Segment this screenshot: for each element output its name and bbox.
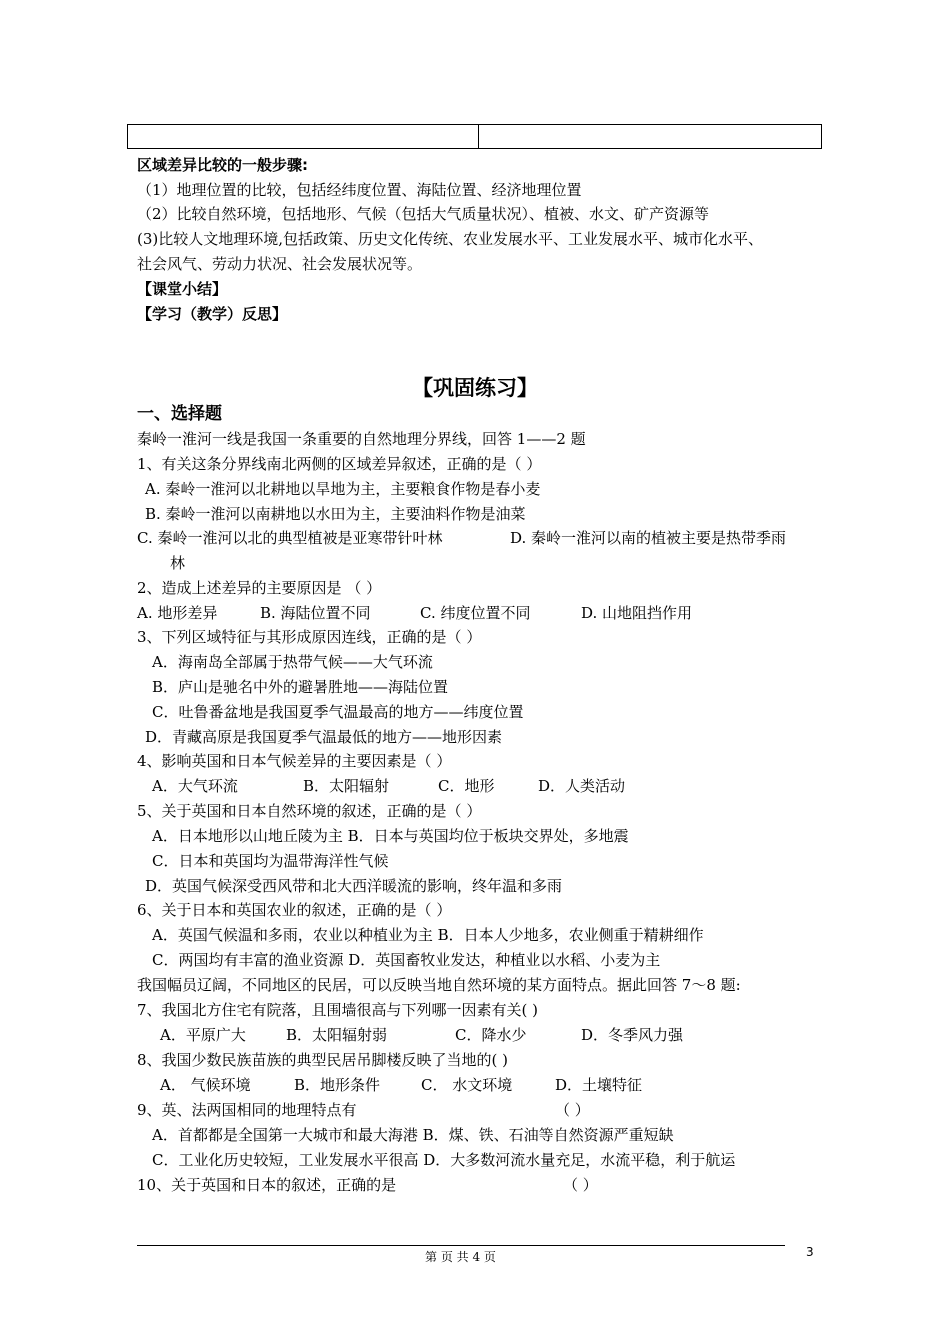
section-heading: 一、选择题: [137, 404, 222, 424]
practice-title: 【巩固练习】: [412, 375, 538, 400]
q1-option-d: D. 秦岭一淮河以南的植被主要是热带季雨: [510, 529, 787, 547]
q3-option-b: B．庐山是驰名中外的避暑胜地——海陆位置: [152, 678, 449, 696]
table-remnant: [127, 124, 822, 149]
q3-option-d: D．青藏高原是我国夏季气温最低的地方——地形因素: [145, 728, 503, 746]
q8-option-a: A． 气候环境: [160, 1076, 251, 1094]
question-2: 2、造成上述差异的主要原因是 （ ）: [137, 579, 382, 597]
reflection-heading: 【学习（教学）反思】: [137, 305, 288, 323]
q2-option-d: D. 山地阻挡作用: [581, 604, 693, 622]
step-2: （2）比较自然环境，包括地形、气候（包括大气质量状况）、植被、水文、矿产资源等: [137, 205, 710, 223]
q4-option-c: C．地形: [438, 777, 495, 795]
q9-options-ab: A．首都都是全国第一大城市和最大海港 B．煤、铁、石油等自然资源严重短缺: [152, 1126, 674, 1144]
question-1: 1、有关这条分界线南北两侧的区域差异叙述，正确的是（ ）: [137, 455, 542, 473]
q9-answer-blank: （ ）: [555, 1101, 590, 1119]
q3-option-c: C．吐鲁番盆地是我国夏季气温最高的地方——纬度位置: [152, 703, 524, 721]
q7-option-a: A．平原广大: [160, 1026, 246, 1044]
q4-option-d: D．人类活动: [538, 777, 626, 795]
q2-option-b: B. 海陆位置不同: [260, 604, 371, 622]
q4-option-b: B．太阳辐射: [303, 777, 390, 795]
steps-heading: 区域差异比较的一般步骤:: [137, 156, 308, 174]
q5-option-d: D．英国气候深受西风带和北大西洋暖流的影响，终年温和多雨: [145, 877, 563, 895]
q1-option-b: B. 秦岭一淮河以南耕地以水田为主，主要油料作物是油菜: [145, 505, 526, 523]
q8-option-b: B．地形条件: [294, 1076, 381, 1094]
question-3: 3、下列区域特征与其形成原因连线，正确的是（ ）: [137, 628, 482, 646]
question-4: 4、影响英国和日本气候差异的主要因素是（ ）: [137, 752, 452, 770]
question-5: 5、关于英国和日本自然环境的叙述，正确的是（ ）: [137, 802, 482, 820]
q7-option-c: C．降水少: [455, 1026, 527, 1044]
class-summary-heading: 【课堂小结】: [137, 280, 228, 298]
q9-options-cd: C．工业化历史较短，工业发展水平很高 D．大多数河流水量充足，水流平稳，利于航运: [152, 1151, 736, 1169]
footer-rule: [137, 1245, 785, 1246]
q1-option-d-wrap: 林: [170, 554, 186, 572]
q6-options-ab: A．英国气候温和多雨，农业以种植业为主 B．日本人少地多，农业侧重于精耕细作: [152, 926, 704, 944]
q7-option-b: B．太阳辐射弱: [286, 1026, 388, 1044]
q2-option-c: C. 纬度位置不同: [420, 604, 531, 622]
table-divider: [478, 125, 479, 148]
q7-option-d: D．冬季风力强: [581, 1026, 684, 1044]
step-1: （1）地理位置的比较，包括经纬度位置、海陆位置、经济地理位置: [137, 181, 582, 199]
step-3-line2: 社会风气、劳动力状况、社会发展状况等。: [137, 255, 423, 273]
question-10: 10、关于英国和日本的叙述，正确的是: [137, 1176, 397, 1194]
step-3-line1: (3)比较人文地理环境,包括政策、历史文化传统、农业发展水平、工业发展水平、城市化水平、: [137, 230, 764, 248]
q2-option-a: A. 地形差异: [137, 604, 218, 622]
q3-option-a: A．海南岛全部属于热带气候——大气环流: [152, 653, 433, 671]
question-9: 9、英、法两国相同的地理特点有: [137, 1101, 357, 1119]
q1-option-c: C. 秦岭一淮河以北的典型植被是亚寒带针叶林: [137, 529, 443, 547]
q8-option-c: C． 水文环境: [421, 1076, 513, 1094]
question-8: 8、我国少数民族苗族的典型民居吊脚楼反映了当地的( ): [137, 1051, 509, 1069]
intro-7-8: 我国幅员辽阔，不同地区的民居，可以反映当地自然环境的某方面特点。据此回答 7～8 题:: [137, 976, 741, 994]
page-number: 3: [806, 1245, 814, 1259]
question-6: 6、关于日本和英国农业的叙述，正确的是（ ）: [137, 901, 452, 919]
q10-answer-blank: （ ）: [563, 1176, 598, 1194]
q5-option-c: C．日本和英国均为温带海洋性气候: [152, 852, 389, 870]
question-7: 7、我国北方住宅有院落，且围墙很高与下列哪一因素有关( ): [137, 1001, 539, 1019]
q8-option-d: D．土壤特征: [555, 1076, 643, 1094]
intro-1-2: 秦岭一淮河一线是我国一条重要的自然地理分界线，回答 1——2 题: [137, 430, 586, 448]
footer-page-text: 第 页 共 4 页: [425, 1250, 496, 1264]
q4-option-a: A．大气环流: [152, 777, 238, 795]
q1-option-a: A. 秦岭一淮河以北耕地以旱地为主，主要粮食作物是春小麦: [145, 480, 541, 498]
q6-options-cd: C．两国均有丰富的渔业资源 D．英国畜牧业发达，种植业以水稻、小麦为主: [152, 951, 661, 969]
q5-options-ab: A．日本地形以山地丘陵为主 B．日本与英国均位于板块交界处，多地震: [152, 827, 629, 845]
